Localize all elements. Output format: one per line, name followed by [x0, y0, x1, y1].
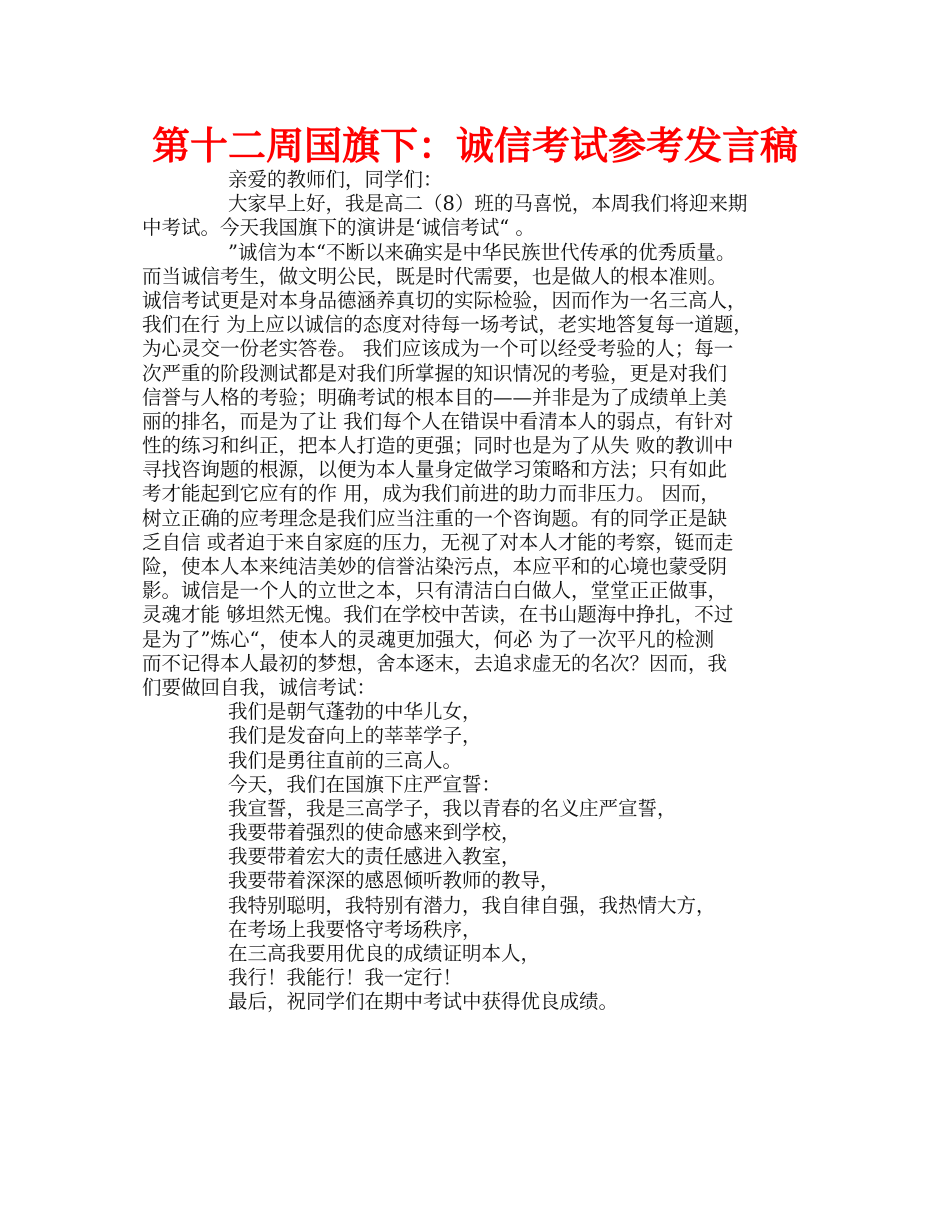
paragraph-line: 诚信考试更是对本身品德涵养真切的实际检验，因而作为一名三高人， — [142, 288, 747, 312]
paragraph-line: 性的练习和纠正，把本人打造的更强；同时也是为了从失 败的教训中 — [142, 434, 734, 458]
paragraph-line: 而不记得本人最初的梦想，舍本逐末，去追求虚无的名次？因而，我 — [142, 651, 728, 675]
paragraph-line: 丽的排名，而是为了让 我们每个人在错误中看清本人的弱点，有针对 — [142, 409, 734, 433]
document-body — [142, 168, 822, 1015]
paragraph-line: 灵魂才能 够坦然无愧。我们在学校中苦读，在书山题海中挣扎，不过 — [142, 603, 734, 627]
paragraph-line: 们要做回自我，诚信考试： — [142, 675, 377, 699]
pledge-line: 我们是朝气蓬勃的中华儿女， — [228, 700, 482, 724]
pledge-line: 今天，我们在国旗下庄严宣誓： — [228, 772, 502, 796]
pledge-line: 在三高我要用优良的成绩证明本人， — [228, 942, 541, 965]
paragraph-line: 为心灵交一份老实答卷。 我们应该成为一个可以经受考验的人；每一 — [142, 337, 734, 361]
pledge-line: 我特别聪明，我特别有潜力，我自律自强，我热情大方， — [228, 893, 716, 917]
pledge-line: 我要带着强烈的使命感来到学校， — [228, 821, 521, 845]
pledge-line: 我行！我能行！我一定行！ — [228, 966, 463, 990]
pledge-line: 我们是勇往直前的三高人。 — [228, 748, 463, 772]
document-title: 第十二周国旗下：诚信考试参考发言稿 — [151, 124, 798, 168]
closing-line: 最后，祝同学们在期中考试中获得优良成绩。 — [228, 990, 619, 1014]
paragraph-line: 考才能起到它应有的作 用，成为我们前进的助力而非压力。 因而， — [142, 482, 720, 506]
paragraph-line: 我们在行 为上应以诚信的态度对待每一场考试，老实地答复每一道题， — [142, 313, 753, 337]
pledge-line: 在考场上我要恪守考场秩序， — [228, 917, 482, 941]
paragraph-line: 树立正确的应考理念是我们应当注重的一个咨询题。有的同学正是缺 — [142, 506, 728, 530]
paragraph-line: 乏自信 或者迫于来自家庭的压力，无视了对本人才能的考察，铤而走 — [142, 530, 734, 554]
paragraph-line: 次严重的阶段测试都是对我们所掌握的知识情况的考验，更是对我们 — [142, 361, 728, 385]
pledge-line: 我要带着深深的感恩倾听教师的教导， — [228, 869, 560, 893]
paragraph-line: 大家早上好，我是高二（8）班的马喜悦，本周我们将迎来期 — [228, 192, 748, 216]
paragraph-line: ”诚信为本“不断以来确实是中华民族世代传承的优秀质量。 — [228, 240, 736, 264]
paragraph-line: 而当诚信考生，做文明公民，既是时代需要，也是做人的根本准则。 — [142, 264, 728, 288]
paragraph-line: 中考试。今天我国旗下的演讲是‘诚信考试“ 。 — [142, 216, 535, 240]
paragraph-line: 是为了”炼心“，使本人的灵魂更加强大，何必 为了一次平凡的检测 — [142, 627, 715, 651]
pledge-line: 我们是发奋向上的莘莘学子， — [228, 724, 482, 748]
pledge-line: 我要带着宏大的责任感进入教室， — [228, 845, 521, 869]
paragraph-line: 险，使本人本来纯洁美妙的信誉沾染污点，本应平和的心境也蒙受阴 — [142, 555, 728, 578]
pledge-line: 我宣誓，我是三高学子，我以青春的名义庄严宣誓， — [228, 796, 677, 820]
paragraph-line: 信誉与人格的考验；明确考试的根本目的——并非是为了成绩单上美 — [142, 385, 728, 409]
paragraph-line: 影。诚信是一个人的立世之本，只有清洁白白做人，堂堂正正做事， — [142, 579, 728, 603]
paragraph-line: 寻找咨询题的根源，以便为本人量身定做学习策略和方法；只有如此 — [142, 458, 728, 482]
salutation-line: 亲爱的教师们，同学们： — [228, 168, 443, 191]
